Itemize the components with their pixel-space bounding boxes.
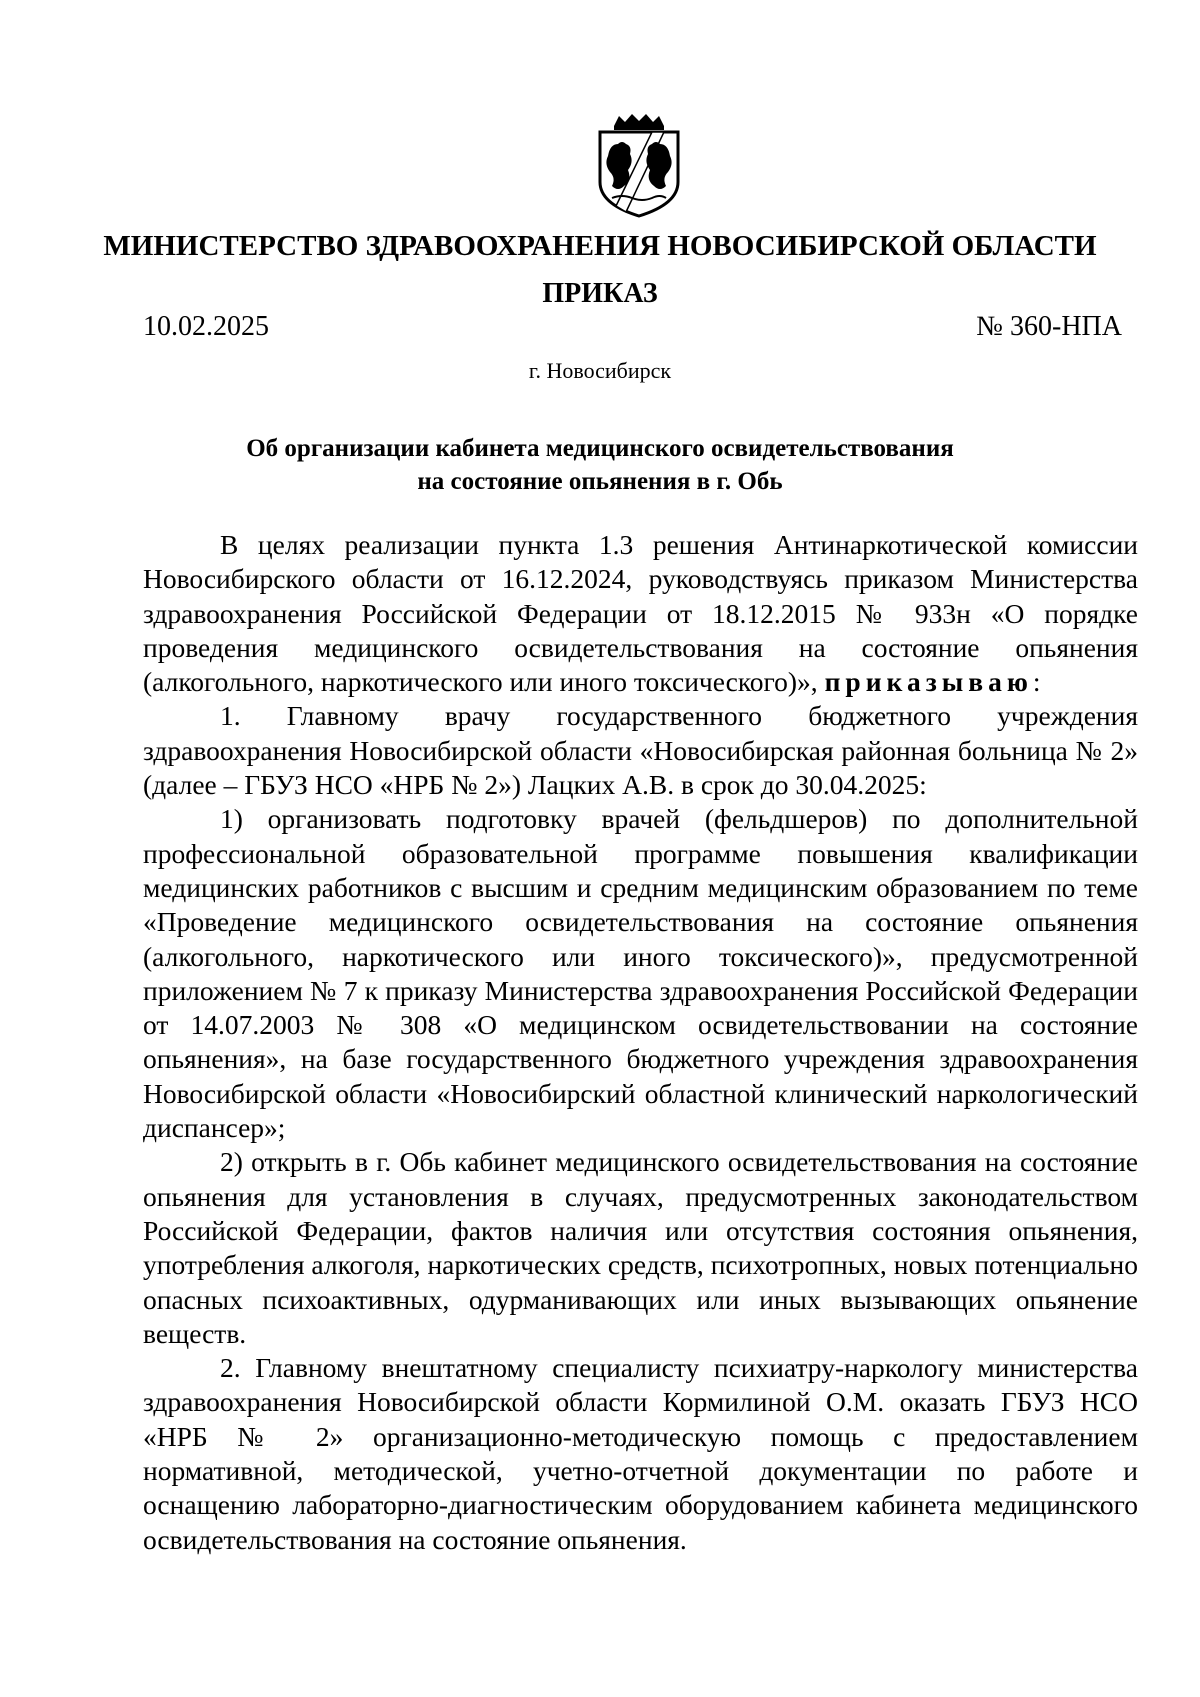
order-keyword: приказываю bbox=[824, 666, 1033, 698]
document-type: ПРИКАЗ bbox=[542, 278, 658, 309]
intro-paragraph bbox=[143, 528, 1138, 699]
document-number: № 360-НПА bbox=[976, 311, 1122, 342]
paragraph-item-2: 2. Главному внештатному специалисту психиатру-наркологу министерства здравоохранения Новосибирской области Кормилиной О.М. оказать ГБУЗ НСО «НРБ № 2» организационно-методическую помощь с предоставлением нормативной, методической, учетно-отчетной документации по работе и оснащению лабораторно-диагностическим оборудованием кабинета медицинского освидетельствования на состояние опьянения. bbox=[143, 1352, 1138, 1555]
document-date: 10.02.2025 bbox=[143, 311, 269, 342]
intro-end: : bbox=[1032, 666, 1041, 698]
intro-text: В целях реализации пункта 1.3 решения Антинаркотической комиссии Новосибирского области от 16.12.2024, руководствуясь приказом Министерства здравоохранения Российской Федерации от 18.12.2015 № 933н «О порядке проведения медицинского освидетельствования на состояние опьянения (алкогольного, наркотического или иного токсического)», bbox=[143, 529, 1138, 698]
coat-of-arms-icon bbox=[592, 112, 686, 218]
document-city: г. Новосибирск bbox=[528, 358, 672, 383]
document-body bbox=[143, 528, 1138, 1557]
paragraph-item-1: 1. Главному врачу государственного бюджетного учреждения здравоохранения Новосибирской области «Новосибирская районная больница № 2» (далее – ГБУЗ НСО «НРБ № 2») Лацких А.В. в срок до 30.04.2025: bbox=[143, 700, 1138, 801]
paragraph-item-1-2: 2) открыть в г. Обь кабинет медицинского освидетельствования на состояние опьянения для установления в случаях, предусмотренных законодательством Российской Федерации, фактов наличия или отсутствия состояния опьянения, употребления алкоголя, наркотических средств, психотропных, новых потенциально опасных психоактивных, одурманивающих или иных вызывающих опьянение веществ. bbox=[143, 1146, 1138, 1349]
subject-line-2: на состояние опьянения в г. Обь bbox=[417, 468, 783, 495]
paragraph-item-1-1: 1) организовать подготовку врачей (фельдшеров) по дополнительной профессиональной образовательной программе повышения квалификации медицинских работников с высшим и средним медицинским образованием по теме «Проведение медицинского освидетельствования на состояние опьянения (алкогольного, наркотического или иного токсического)», предусмотренной приложением № 7 к приказу Министерства здравоохранения Российской Федерации от 14.07.2003 № 308 «О медицинском освидетельствовании на состояние опьянения», на базе государственного бюджетного учреждения здравоохранения Новосибирской области «Новосибирский областной клинический наркологический диспансер»; bbox=[143, 803, 1138, 1144]
document-subject bbox=[150, 432, 1050, 498]
ministry-name: МИНИСТЕРСТВО ЗДРАВООХРАНЕНИЯ НОВОСИБИРСКОЙ ОБЛАСТИ bbox=[103, 230, 1097, 262]
subject-line-1: Об организации кабинета медицинского освидетельствования bbox=[246, 435, 954, 462]
